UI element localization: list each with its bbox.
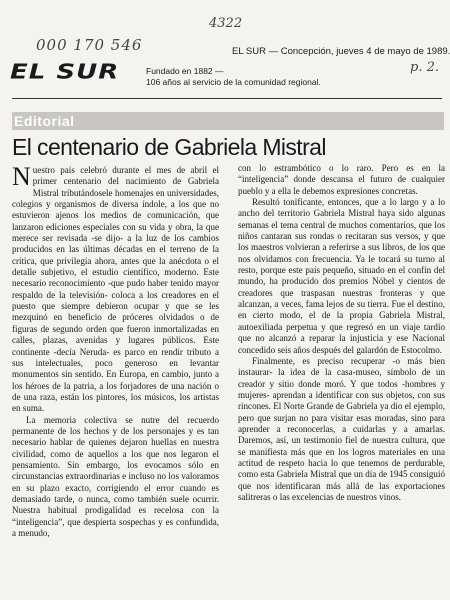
article-paragraph: Finalmente, es preciso recuperar -o más bien instaurar- la idea de la casa-museo, símbolo de un creador y sitio donde moró. Y que todos -hombres y mujeres- aprendan a identificar con sus objetos, con sus rincones. El Norte Grande de Gabriela ya dio el ejemplo, pero que surjan no para visitar esas moradas, sino para aprender a reconocerlas, a cuidarlas y a amarlas. Daremos, así, un testimonio fiel de nuestra cultura, que se manifiesta más que en los logros materiales en una actitud de respeto hacia lo que tenemos de perdurable, como esta Gabriela Mistral que un día de 1945 consiguió que nos identificaran más allá de las exportaciones salitreras o las excelencias de nuestros vinos. [238,355,445,502]
article-column-right [238,163,445,503]
article-paragraph [12,162,219,415]
article-paragraph: La memoria colectiva se nutre del recuerdo permanente de los hechos y de los personajes y es tan necesario hablar de quienes dejaron huellas en nuestra civilidad, como de aquellos a los que nos legaron el pensamiento. Sin embargo, los evocamos sólo en circunstancias extraordinarias e incluso no los valoramos en su plazo exacto, corrigiendo el error cuando es demasiado tarde, o nunca, como también suele ocurrir. Nuestra habitual prodigalidad es recelosa con la “inteligencia”, que despierta sospechas y es confundida, a menudo, [12,414,219,538]
paragraph-text: uestro país celebró durante el mes de abril el primer centenario del nacimiento de Gabriela Mistral tributándosele homenajes en universidades, colegios y organismos de diversa índole, a los que no estuvieron ajenos los medios de comunicación, que lanzaron ediciones especiales con su vida y obra, la que merece ser revisada -se dijo- a la luz de los cambios producidos en las últimas décadas en el terreno de la crítica, que privilegia ahora, antes que la anécdota o el detalle subjetivo, el estudio científico, moderno. Este necesario reconocimiento -que pudo haber tenido mayor respaldo de la televisión- coloca a los creadores en el puesto que siempre debieron ocupar y que se les mezquinó en beneficio de próceres olvidados o de figuras de segundo orden que fueron inmortalizadas en calles, plazas, avenidas y lugares públicos. Este continente -decía Neruda- es parco en rendir tributo a sus intelectuales, poco generoso en levantar monumentos sin sentido. En Europa, en cambio, junto a los héroes de la patria, a los forjadores de una nación o de una raza, están los pintores, los músicos, los artistas en suma. [12,165,219,414]
header-divider [12,98,442,99]
handwritten-number: 4322 [209,16,243,31]
newspaper-masthead: EL SUR [10,60,120,84]
founded-line-1: Fundado en 1882 — [146,66,224,76]
article-column-left [12,162,219,539]
founded-line-2: 106 años al servicio de la comunidad regional. [146,77,321,87]
handwritten-archive-id: 000 170 546 [36,36,143,54]
section-band [12,112,444,130]
drop-cap: N [12,162,31,191]
section-label: Editorial [14,113,75,129]
article-paragraph: Resultó tonificante, entonces, que a lo largo y a lo ancho del territorio Gabriela Mistral haya sido algunas semanas el tema central de muchos comentarios, que los niños cantaran sus rondas o recitaran sus versos, y que los maestros volvieran a referirse a sus libros, de los que nos olvidamos con frecuencia. Ya le tocará su turno al resto, porque este país pequeño, situado en el confín del mundo, ha producido dos premios Nóbel y cientos de creadores que traspasan nuestras fronteras y que alcanzan, a veces, fama lejos de su tierra. Fue el destino, en cierto modo, el de la propia Gabriela Mistral, autoexiliada perpetua y que regresó en un viaje tardío que no alcanzó a reparar la injusticia y ese Nacional concedido seis años después del galardón de Estocolmo. [238,197,445,355]
article-paragraph: con lo estrambótico o lo raro. Pero es en la “inteligencia” donde descansa el futuro de cualquier pueblo y a ella le debemos expresiones concretas. [238,163,445,196]
newspaper-dateline: EL SUR — Concepción, jueves 4 de mayo de 1989. [232,46,450,57]
founded-note [146,66,321,88]
handwritten-page-mark: p. 2. [410,60,439,75]
article-title: El centenario de Gabriela Mistral [12,134,326,160]
